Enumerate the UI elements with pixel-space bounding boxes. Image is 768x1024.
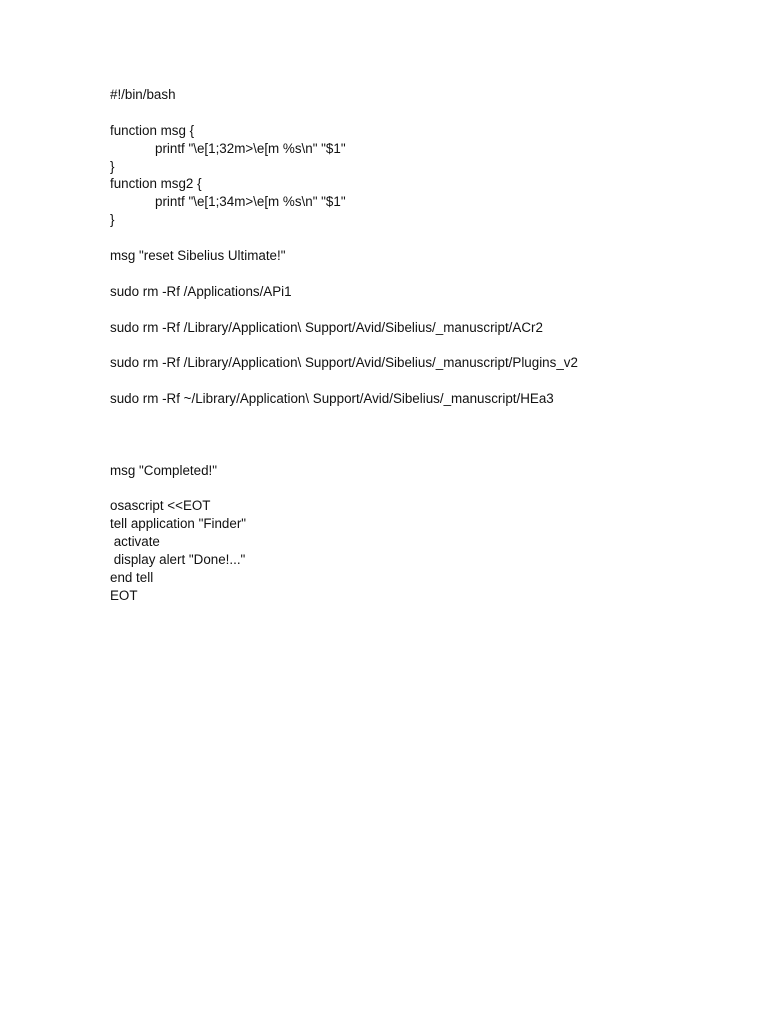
blank-line [110, 104, 750, 122]
script-line: activate [110, 534, 160, 550]
script-line: function msg { [110, 122, 195, 138]
script-body [110, 86, 750, 605]
blank-line [110, 301, 750, 319]
blank-line [110, 426, 750, 444]
script-line: sudo rm -Rf /Library/Application\ Support/Avid/Sibelius/_manuscript/ACr2 [110, 319, 543, 335]
script-line: sudo rm -Rf /Applications/APi1 [110, 283, 292, 299]
blank-line [110, 408, 750, 426]
script-line: msg "Completed!" [110, 462, 218, 478]
blank-line [110, 444, 750, 462]
blank-line [110, 336, 750, 354]
script-line: } [110, 158, 115, 174]
script-line: sudo rm -Rf ~/Library/Application\ Support/Avid/Sibelius/_manuscript/HEa3 [110, 391, 554, 407]
script-line: function msg2 { [110, 176, 202, 192]
script-line: osascript <<EOT [110, 498, 211, 514]
blank-line [110, 229, 750, 247]
blank-line [110, 265, 750, 283]
script-line: } [110, 212, 115, 228]
script-line: printf "\e[1;34m>\e[m %s\n" "$1" [155, 194, 346, 210]
script-line: #!/bin/bash [110, 87, 176, 102]
script-line: printf "\e[1;32m>\e[m %s\n" "$1" [155, 140, 346, 156]
script-line: display alert "Done!..." [110, 552, 246, 568]
script-line: sudo rm -Rf /Library/Application\ Support/Avid/Sibelius/_manuscript/Plugins_v2 [110, 355, 578, 371]
script-line: EOT [110, 587, 138, 603]
blank-line [110, 372, 750, 390]
script-line: tell application "Finder" [110, 516, 247, 532]
blank-line [110, 480, 750, 498]
script-line: msg "reset Sibelius Ultimate!" [110, 248, 286, 264]
script-line: end tell [110, 570, 154, 586]
